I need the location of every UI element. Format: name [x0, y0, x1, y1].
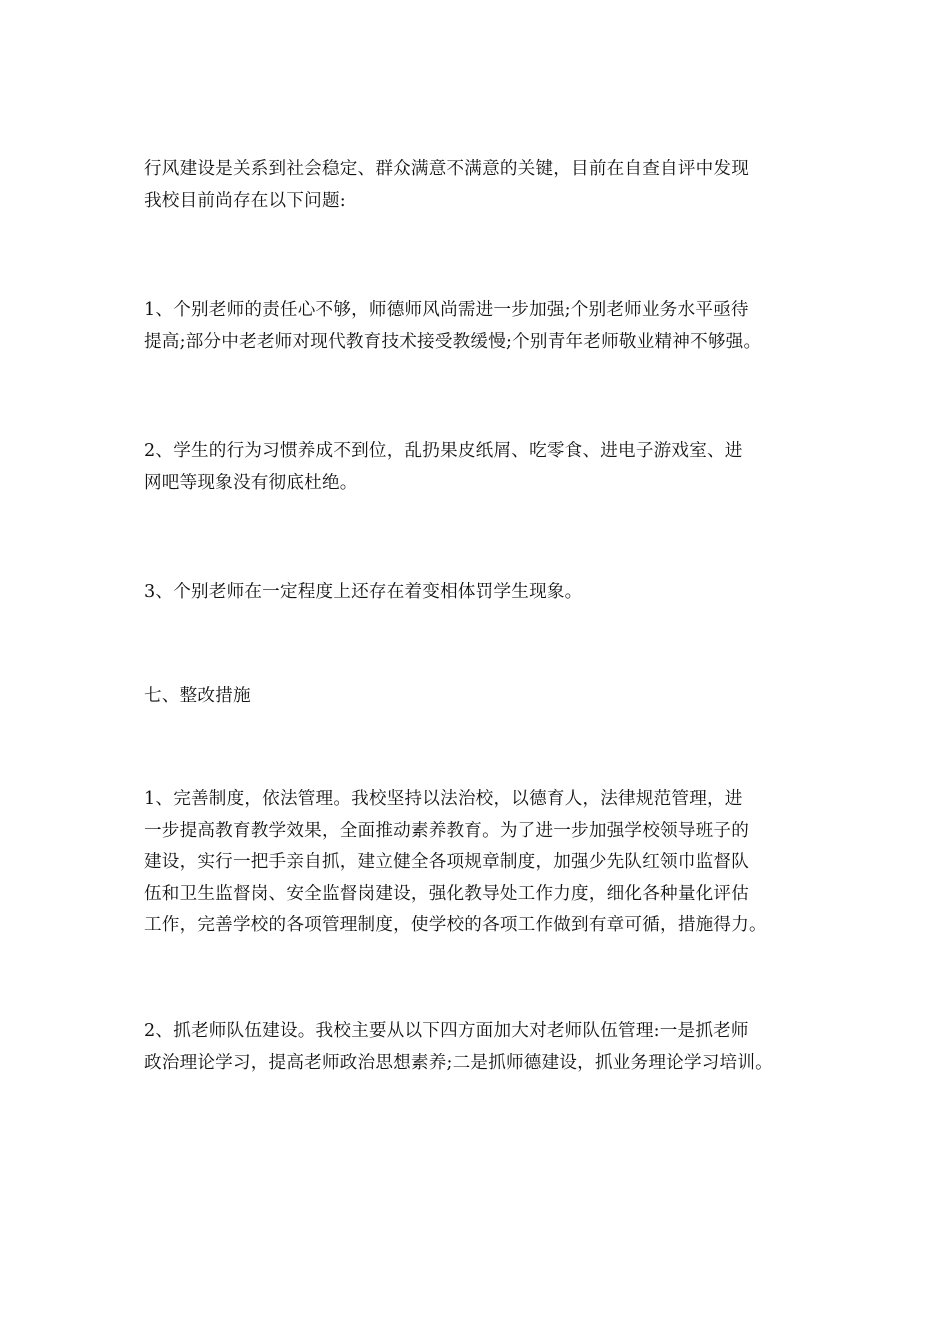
section-heading-rectification: 七、整改措施: [144, 686, 251, 706]
paragraph-problems-intro: 行风建设是关系到社会稳定、群众满意不满意的关键，目前在自查自评中发现 我校目前尚存在以下问题:: [144, 159, 749, 211]
paragraph-measure-1: 1、完善制度，依法管理。我校坚持以法治校，以德育人，法律规范管理，进 一步提高教育教学效果，全面推动素养教育。为了进一步加强学校领导班子的 建设，实行一把手亲自抓，建立健全各项规章制度，加强少先队红领巾监督队 伍和卫生监督岗、安全监督岗建设，强化教导处工作力度，细化各种量化评估 工作，完善学校的各项管理制度，使学校的各项工作做到有章可循，措施得力。: [144, 789, 767, 935]
paragraph-measure-2: 2、抓老师队伍建设。我校主要从以下四方面加大对老师队伍管理:一是抓老师 政治理论学习，提高老师政治思想素养;二是抓师德建设，抓业务理论学习培训。: [144, 1021, 773, 1073]
paragraph-problem-3: 3、个别老师在一定程度上还存在着变相体罚学生现象。: [144, 582, 583, 602]
paragraph-problem-1: 1、个别老师的责任心不够，师德师风尚需进一步加强;个别老师业务水平亟待 提高;部分中老老师对现代教育技术接受教缓慢;个别青年老师敬业精神不够强。: [144, 300, 762, 352]
paragraph-problem-2: 2、学生的行为习惯养成不到位，乱扔果皮纸屑、吃零食、进电子游戏室、进 网吧等现象没有彻底杜绝。: [144, 441, 743, 493]
